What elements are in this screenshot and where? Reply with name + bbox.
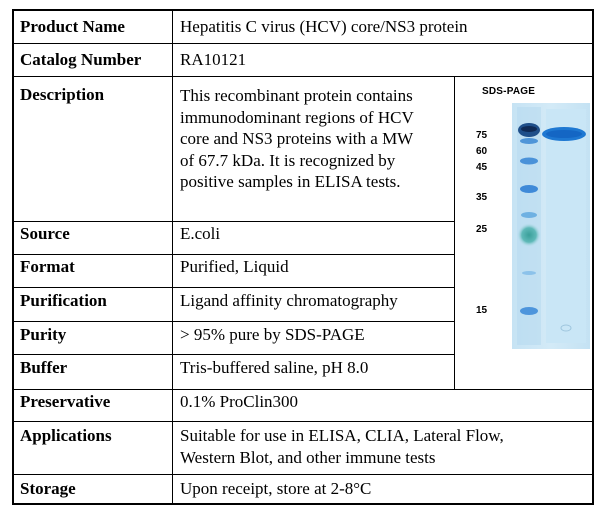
description-label: Description <box>20 85 105 104</box>
description-line: This recombinant protein contains <box>180 86 413 105</box>
mw-marker-15: 15 <box>476 305 488 316</box>
format-value: Purified, Liquid <box>180 257 289 276</box>
preservative-label: Preservative <box>20 392 111 411</box>
product-name-value: Hepatitis C virus (HCV) core/NS3 protein <box>180 17 468 36</box>
purity-value: > 95% pure by SDS-PAGE <box>180 325 365 344</box>
mw-marker-35: 35 <box>476 192 488 203</box>
mw-marker-60: 60 <box>476 146 488 157</box>
buffer-label: Buffer <box>20 358 68 377</box>
description-line: immunodominant regions of HCV <box>180 107 414 127</box>
mw-marker-45: 45 <box>476 162 488 173</box>
purification-value: Ligand affinity chromatography <box>180 291 398 310</box>
sds-page-gel-image <box>456 79 592 389</box>
marker-band-45 <box>520 158 538 165</box>
catalog-number-value: RA10121 <box>180 50 247 69</box>
storage-value: Upon receipt, store at 2-8°C <box>180 479 372 498</box>
row-divider <box>12 354 454 355</box>
image-column-divider <box>454 76 455 389</box>
row-divider <box>12 76 594 77</box>
marker-band-25 <box>517 223 541 247</box>
applications-value-line-1: Suitable for use in ELISA, CLIA, Lateral Flow, <box>180 426 504 445</box>
format-label: Format <box>20 257 75 276</box>
sample-band-main-core <box>546 130 582 138</box>
row-divider <box>12 389 594 390</box>
marker-band-minor <box>522 271 536 275</box>
description-line: of 67.7 kDa. It is recognized by <box>180 150 396 170</box>
row-divider <box>12 287 454 288</box>
description-line: core and NS3 proteins with a MW <box>180 129 414 148</box>
row-divider <box>12 321 454 322</box>
marker-band-35 <box>520 185 538 193</box>
applications-value-line-2: Western Blot, and other immune tests <box>180 448 436 467</box>
mw-marker-75: 75 <box>476 130 488 141</box>
buffer-value: Tris-buffered saline, pH 8.0 <box>180 358 369 377</box>
marker-band-60 <box>520 138 538 144</box>
applications-label: Applications <box>20 426 112 445</box>
row-divider <box>12 421 594 422</box>
gel-title: SDS-PAGE <box>482 86 536 97</box>
source-value: E.coli <box>180 224 221 243</box>
marker-band-75-core <box>521 126 537 132</box>
preservative-value: 0.1% ProClin300 <box>180 392 299 411</box>
row-divider <box>12 221 454 222</box>
row-divider <box>12 43 594 44</box>
description-value <box>180 85 448 193</box>
product-name-label: Product Name <box>20 17 125 36</box>
description-line: positive samples in ELISA tests. <box>180 172 401 191</box>
marker-band-15 <box>520 307 538 315</box>
sample-lane <box>546 109 586 343</box>
mw-marker-25: 25 <box>476 224 488 235</box>
source-label: Source <box>20 224 70 243</box>
catalog-number-label: Catalog Number <box>20 50 142 69</box>
purity-label: Purity <box>20 325 67 344</box>
row-divider <box>12 254 454 255</box>
storage-label: Storage <box>20 479 76 498</box>
row-divider <box>12 474 594 475</box>
column-divider <box>172 9 173 505</box>
marker-band-25-upper <box>521 212 537 218</box>
purification-label: Purification <box>20 291 107 310</box>
product-datasheet-table <box>12 9 594 505</box>
